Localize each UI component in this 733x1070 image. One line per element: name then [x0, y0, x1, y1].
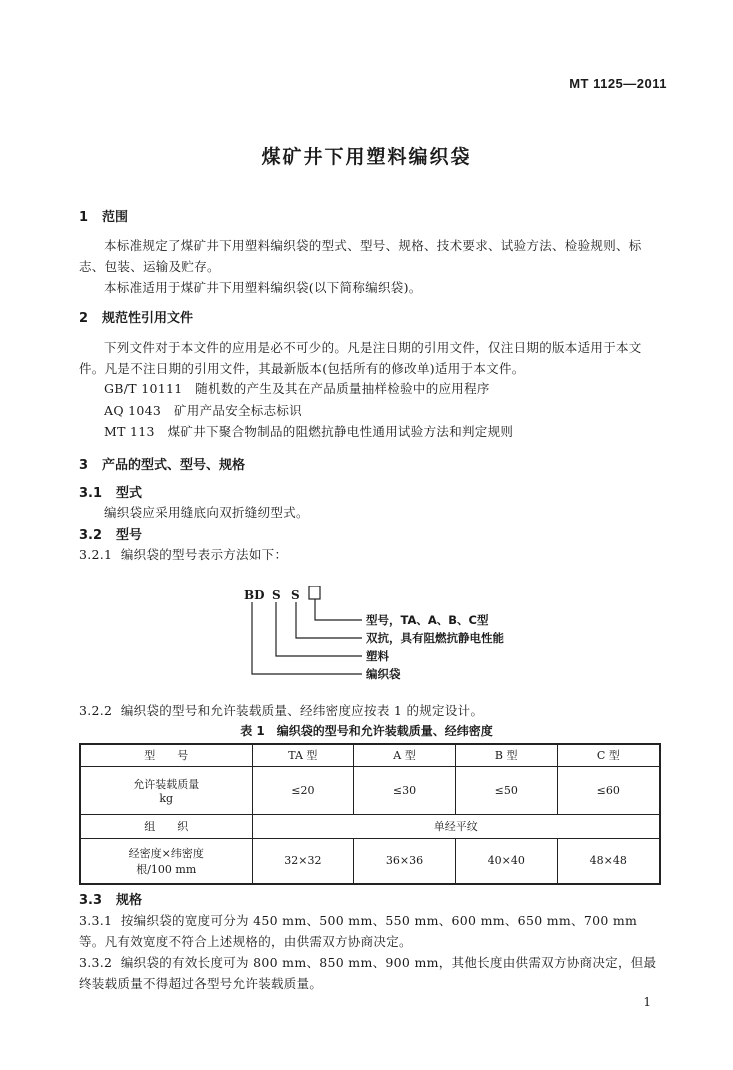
reference-item	[104, 422, 513, 440]
value-cell: 32×32	[252, 838, 354, 884]
subsection-3-3-heading	[79, 889, 142, 908]
code-s-antistatic: S	[272, 588, 281, 602]
section-3-heading	[79, 454, 245, 473]
value-cell: ≤50	[455, 766, 557, 814]
label-line: kg	[159, 791, 174, 805]
reference-code: MT 113	[104, 424, 155, 439]
reference-code: AQ 1043	[104, 403, 162, 418]
clause-text: 编织袋的型号表示方法如下：	[120, 547, 288, 562]
standard-code-header: MT 1125—2011	[569, 76, 667, 91]
value-cell: 36×36	[354, 838, 456, 884]
table-caption: 表 1 编织袋的型号和允许装载质量、经纬密度	[240, 724, 493, 738]
row-label	[80, 766, 252, 814]
value-cell: ≤60	[557, 766, 660, 814]
label-line: 根/100 mm	[136, 862, 197, 876]
section-2-paragraph-1: 下列文件对于本文件的应用是必不可少的。凡是注日期的引用文件，仅注日期的版本适用于本文件。凡是不注日期的引用文件，其最新版本(包括所有的修改单)适用于本文件。	[79, 340, 642, 376]
label-plastic: 塑料	[366, 649, 389, 663]
value-cell: 48×48	[557, 838, 660, 884]
clause-number: 3.3.2	[79, 955, 113, 970]
section-number: 3.3	[79, 893, 103, 908]
clause-number: 3.3.1	[79, 913, 113, 928]
section-number: 3.1	[79, 486, 103, 501]
section-title: 型式	[116, 486, 143, 501]
label-line: 经密度×纬密度	[128, 846, 204, 860]
label-dual-resistance: 双抗，具有阻燃抗静电性能	[366, 631, 504, 645]
subsection-3-1-heading	[79, 482, 142, 501]
model-spec-table	[79, 743, 661, 885]
section-2-heading	[79, 307, 193, 326]
reference-code: GB/T 10111	[104, 381, 183, 396]
page-number: 1	[643, 995, 651, 1009]
section-number: 2	[79, 311, 89, 326]
section-number: 1	[79, 210, 89, 225]
table-row	[80, 766, 660, 814]
subsection-3-2-2-text	[79, 701, 483, 719]
label-line: 允许装载质量	[133, 777, 200, 791]
section-title: 范围	[102, 210, 129, 225]
subsection-3-2-1-text	[79, 545, 287, 563]
header-cell: A 型	[354, 744, 456, 766]
label-woven-bag: 编织袋	[366, 667, 401, 681]
diagram-lines	[240, 586, 370, 678]
row-label: 组 织	[80, 814, 252, 838]
section-1-paragraph-1: 本标准规定了煤矿井下用塑料编织袋的型式、型号、规格、技术要求、试验方法、检验规则、标志、包装、运输及贮存。	[79, 238, 642, 274]
value-cell: 单经平纹	[252, 814, 660, 838]
label-model-type: 型号，TA、A、B、C型	[366, 613, 489, 627]
subsection-3-3-1-text	[79, 910, 665, 952]
reference-item	[104, 379, 490, 397]
clause-text: 编织袋的有效长度可为 800 mm、850 mm、900 mm，其他长度由供需双方协商决定，但最终装载质量不得超过各型号允许装载质量。	[79, 955, 657, 991]
code-bd: BD	[244, 588, 265, 602]
section-1-heading	[79, 206, 128, 225]
reference-item	[104, 401, 302, 419]
table-row	[80, 814, 660, 838]
section-1-paragraph-2: 本标准适用于煤矿井下用塑料编织袋(以下简称编织袋)。	[104, 280, 422, 295]
code-s-plastic: S	[291, 588, 300, 602]
reference-title: 煤矿井下聚合物制品的阻燃抗静电性通用试验方法和判定规则	[167, 424, 514, 439]
section-title: 规格	[116, 893, 143, 908]
section-number: 3.2	[79, 528, 103, 543]
section-title: 型号	[116, 528, 143, 543]
subsection-3-2-heading	[79, 524, 142, 543]
subsection-3-3-2-text	[79, 952, 665, 994]
header-cell: C 型	[557, 744, 660, 766]
document-title: 煤矿井下用塑料编织袋	[261, 146, 472, 168]
row-label	[80, 838, 252, 884]
section-title: 产品的型式、型号、规格	[102, 458, 246, 473]
clause-number: 3.2.1	[79, 547, 113, 562]
header-cell: TA 型	[252, 744, 354, 766]
subsection-3-1-text: 编织袋应采用缝底向双折缝纫型式。	[104, 505, 309, 520]
table-header-row	[80, 744, 660, 766]
value-cell: ≤20	[252, 766, 354, 814]
value-cell: 40×40	[455, 838, 557, 884]
header-cell: 型 号	[80, 744, 252, 766]
table-row	[80, 838, 660, 884]
reference-title: 随机数的产生及其在产品质量抽样检验中的应用程序	[195, 381, 490, 396]
value-cell: ≤30	[354, 766, 456, 814]
section-title: 规范性引用文件	[102, 311, 194, 326]
clause-number: 3.2.2	[79, 703, 113, 718]
reference-title: 矿用产品安全标志标识	[174, 403, 303, 418]
clause-text: 按编织袋的宽度可分为 450 mm、500 mm、550 mm、600 mm、650 mm、700 mm 等。凡有效宽度不符合上述规格的，由供需双方协商决定。	[79, 913, 638, 949]
header-cell: B 型	[455, 744, 557, 766]
section-number: 3	[79, 458, 89, 473]
clause-text: 编织袋的型号和允许装载质量、经纬密度应按表 1 的规定设计。	[120, 703, 484, 718]
